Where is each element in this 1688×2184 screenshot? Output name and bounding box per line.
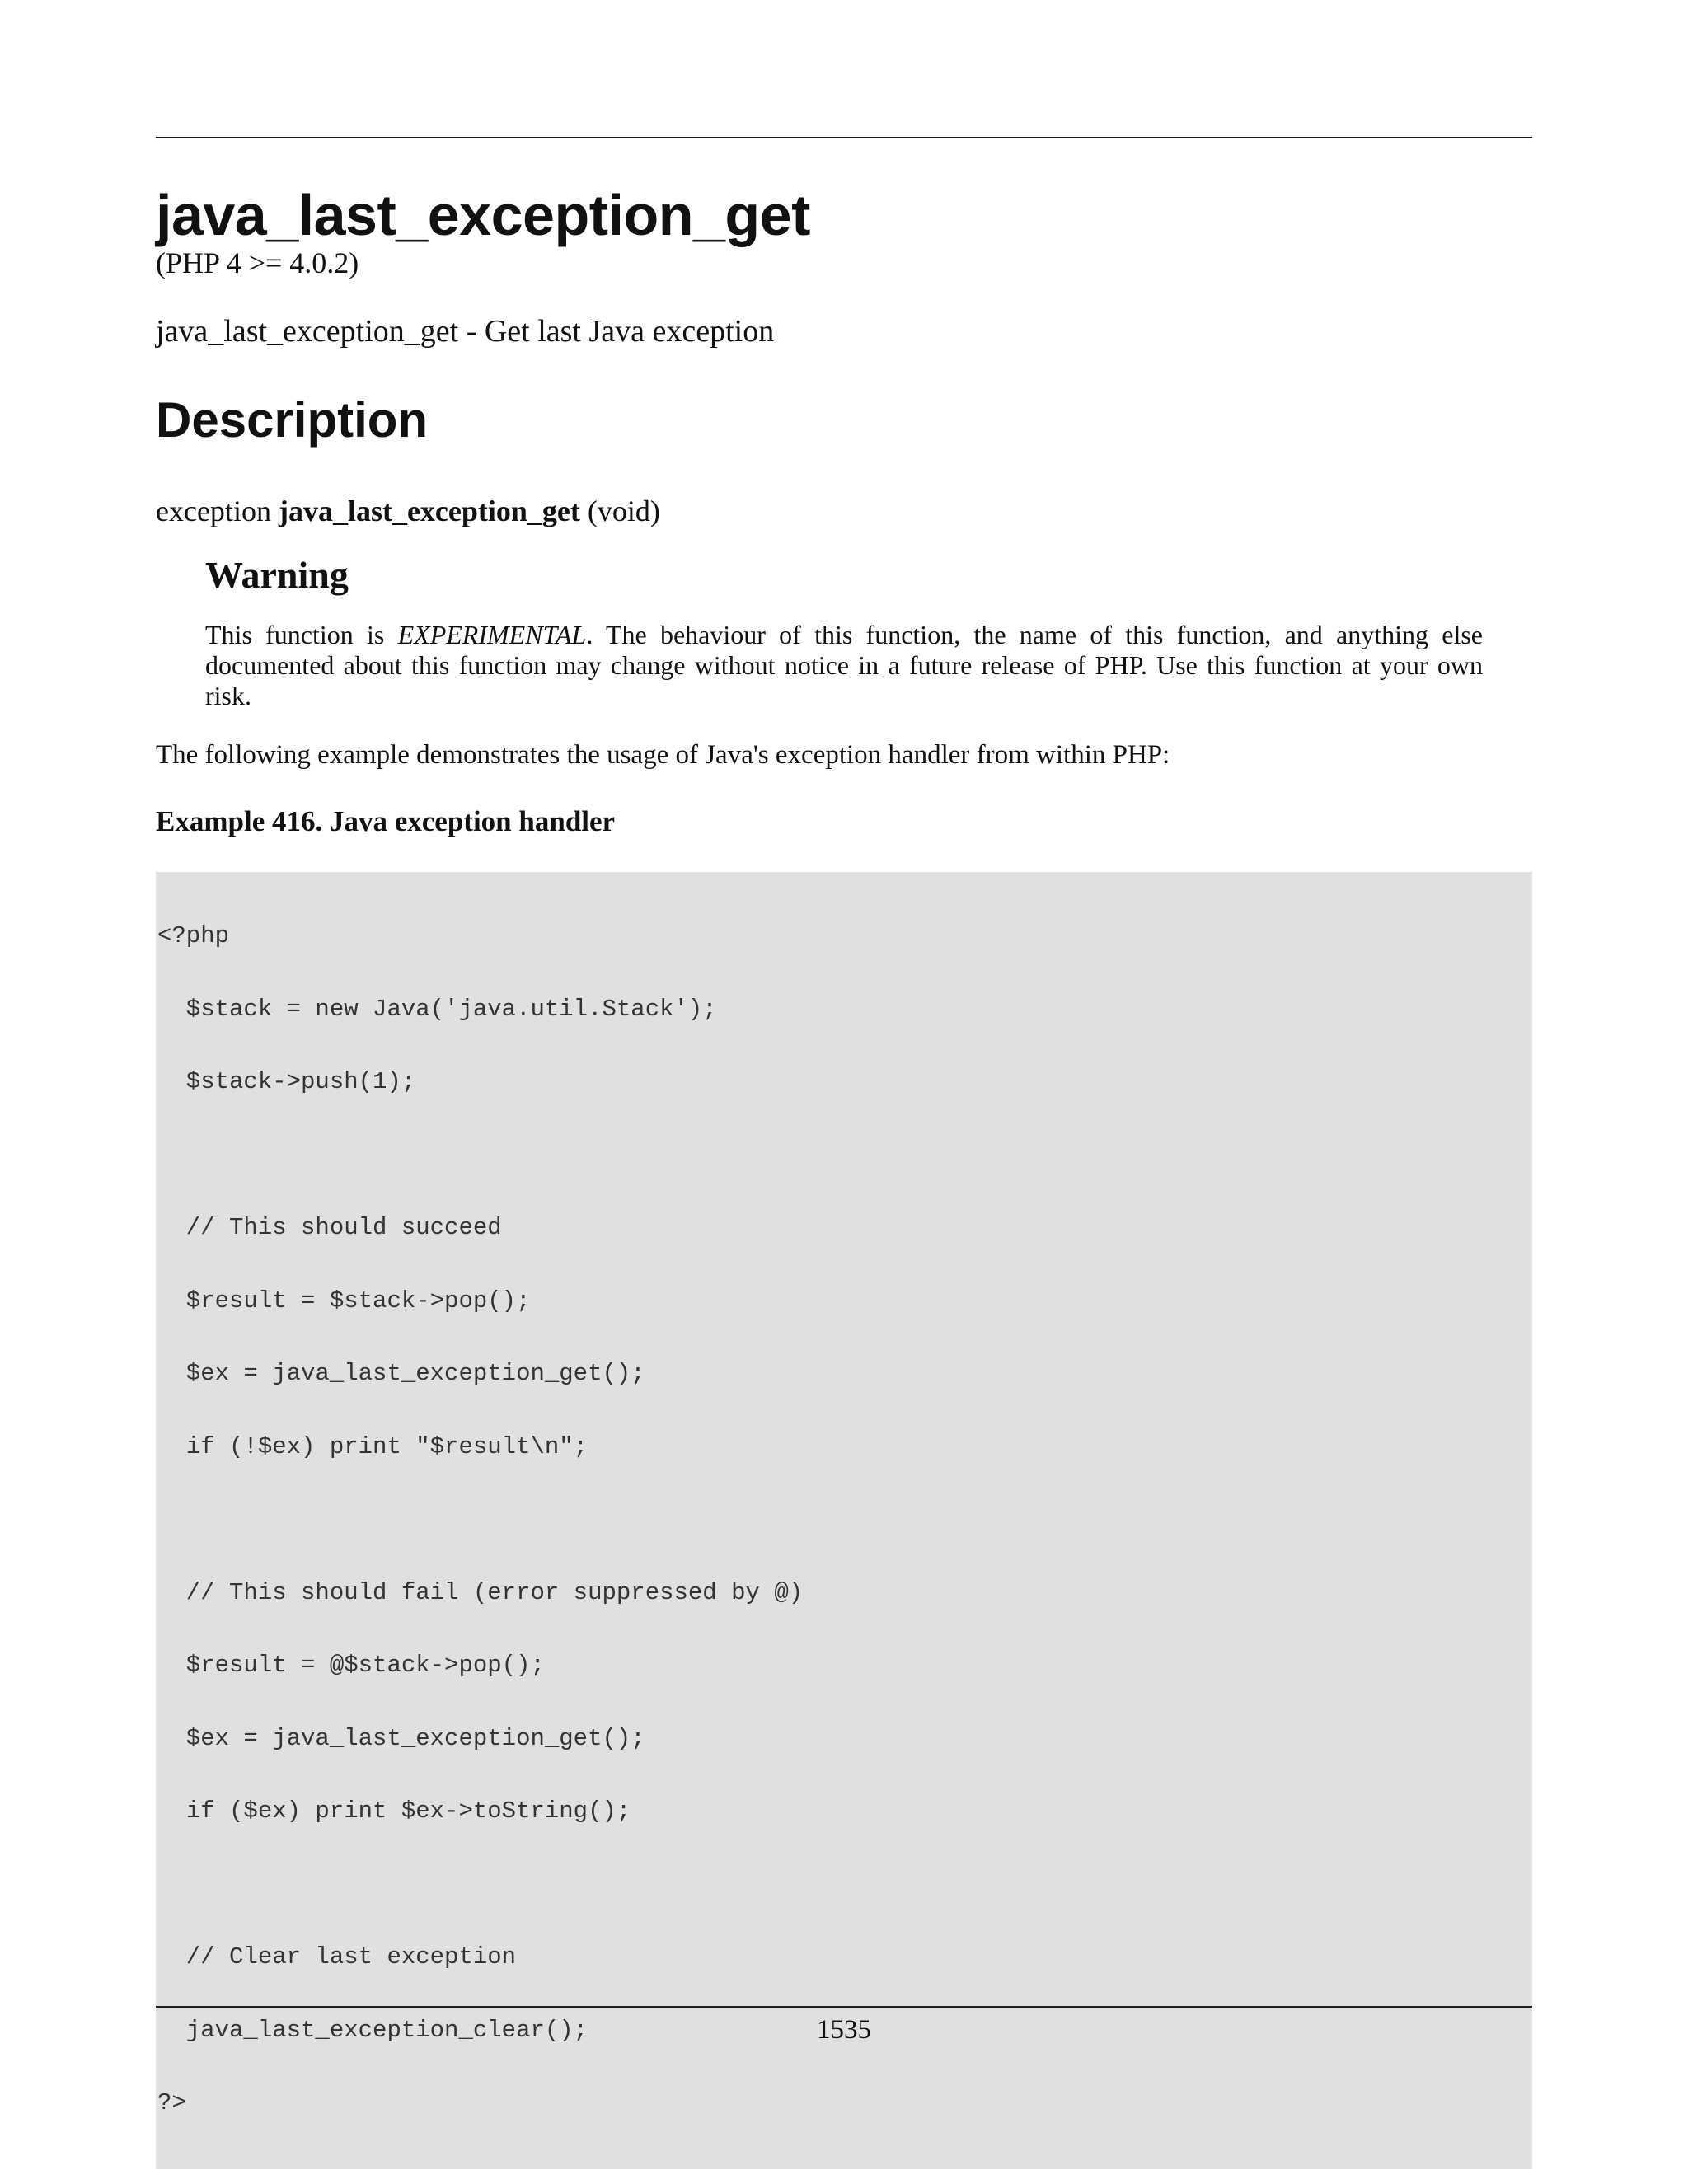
code-line: $stack = new Java('java.util.Stack'); [157, 995, 717, 1023]
code-line: if ($ex) print $ex->toString(); [157, 1797, 631, 1825]
code-line [157, 1143, 1531, 1168]
code-line: if (!$ex) print "$result\n"; [157, 1432, 588, 1460]
page-number: 1535 [817, 2015, 871, 2045]
function-synopsis [156, 494, 1532, 529]
warning-text [205, 620, 1483, 711]
code-line: $result = @$stack->pop(); [157, 1652, 545, 1680]
synopsis-function-name: java_last_exception_get [278, 494, 580, 528]
example-intro: The following example demonstrates the usage of Java's exception handler from within PHP: [156, 739, 1170, 770]
code-line [157, 1507, 1531, 1532]
header-rule [156, 137, 1532, 138]
footer-rule [156, 2006, 1532, 2008]
version-info: (PHP 4 >= 4.0.2) [156, 246, 359, 279]
synopsis-return-type: exception [156, 494, 271, 528]
example-title: Example 416. Java exception handler [156, 805, 616, 838]
synopsis-params: (void) [587, 494, 660, 528]
code-line: <?php [157, 922, 230, 950]
warning-box [205, 552, 1483, 710]
warning-emphasis: EXPERIMENTAL [397, 619, 587, 649]
page-content [156, 183, 1532, 2169]
code-listing [156, 872, 1532, 2169]
code-line: ?> [157, 2089, 186, 2117]
code-line: $ex = java_last_exception_get(); [157, 1724, 645, 1752]
code-line: // Clear last exception [157, 1943, 517, 1971]
warning-title: Warning [205, 554, 349, 597]
code-line: // This should succeed [157, 1214, 502, 1242]
function-purpose: java_last_exception_get - Get last Java exception [156, 313, 775, 349]
code-line [157, 1872, 1531, 1897]
function-title: java_last_exception_get [156, 183, 810, 247]
warning-text-after: . The behaviour of this function, the name of this function, and anything else documented about this function may change without notice in a future release of PHP. Use this function at your own risk. [205, 619, 1484, 710]
code-line: // This should fail (error suppressed by @) [157, 1578, 804, 1606]
code-line: java_last_exception_clear(); [157, 2016, 588, 2044]
code-line: $ex = java_last_exception_get(); [157, 1360, 645, 1388]
description-heading: Description [156, 392, 429, 448]
warning-text-before: This function is [205, 619, 398, 649]
code-line: $result = $stack->pop(); [157, 1286, 531, 1315]
code-line: $stack->push(1); [157, 1068, 416, 1096]
